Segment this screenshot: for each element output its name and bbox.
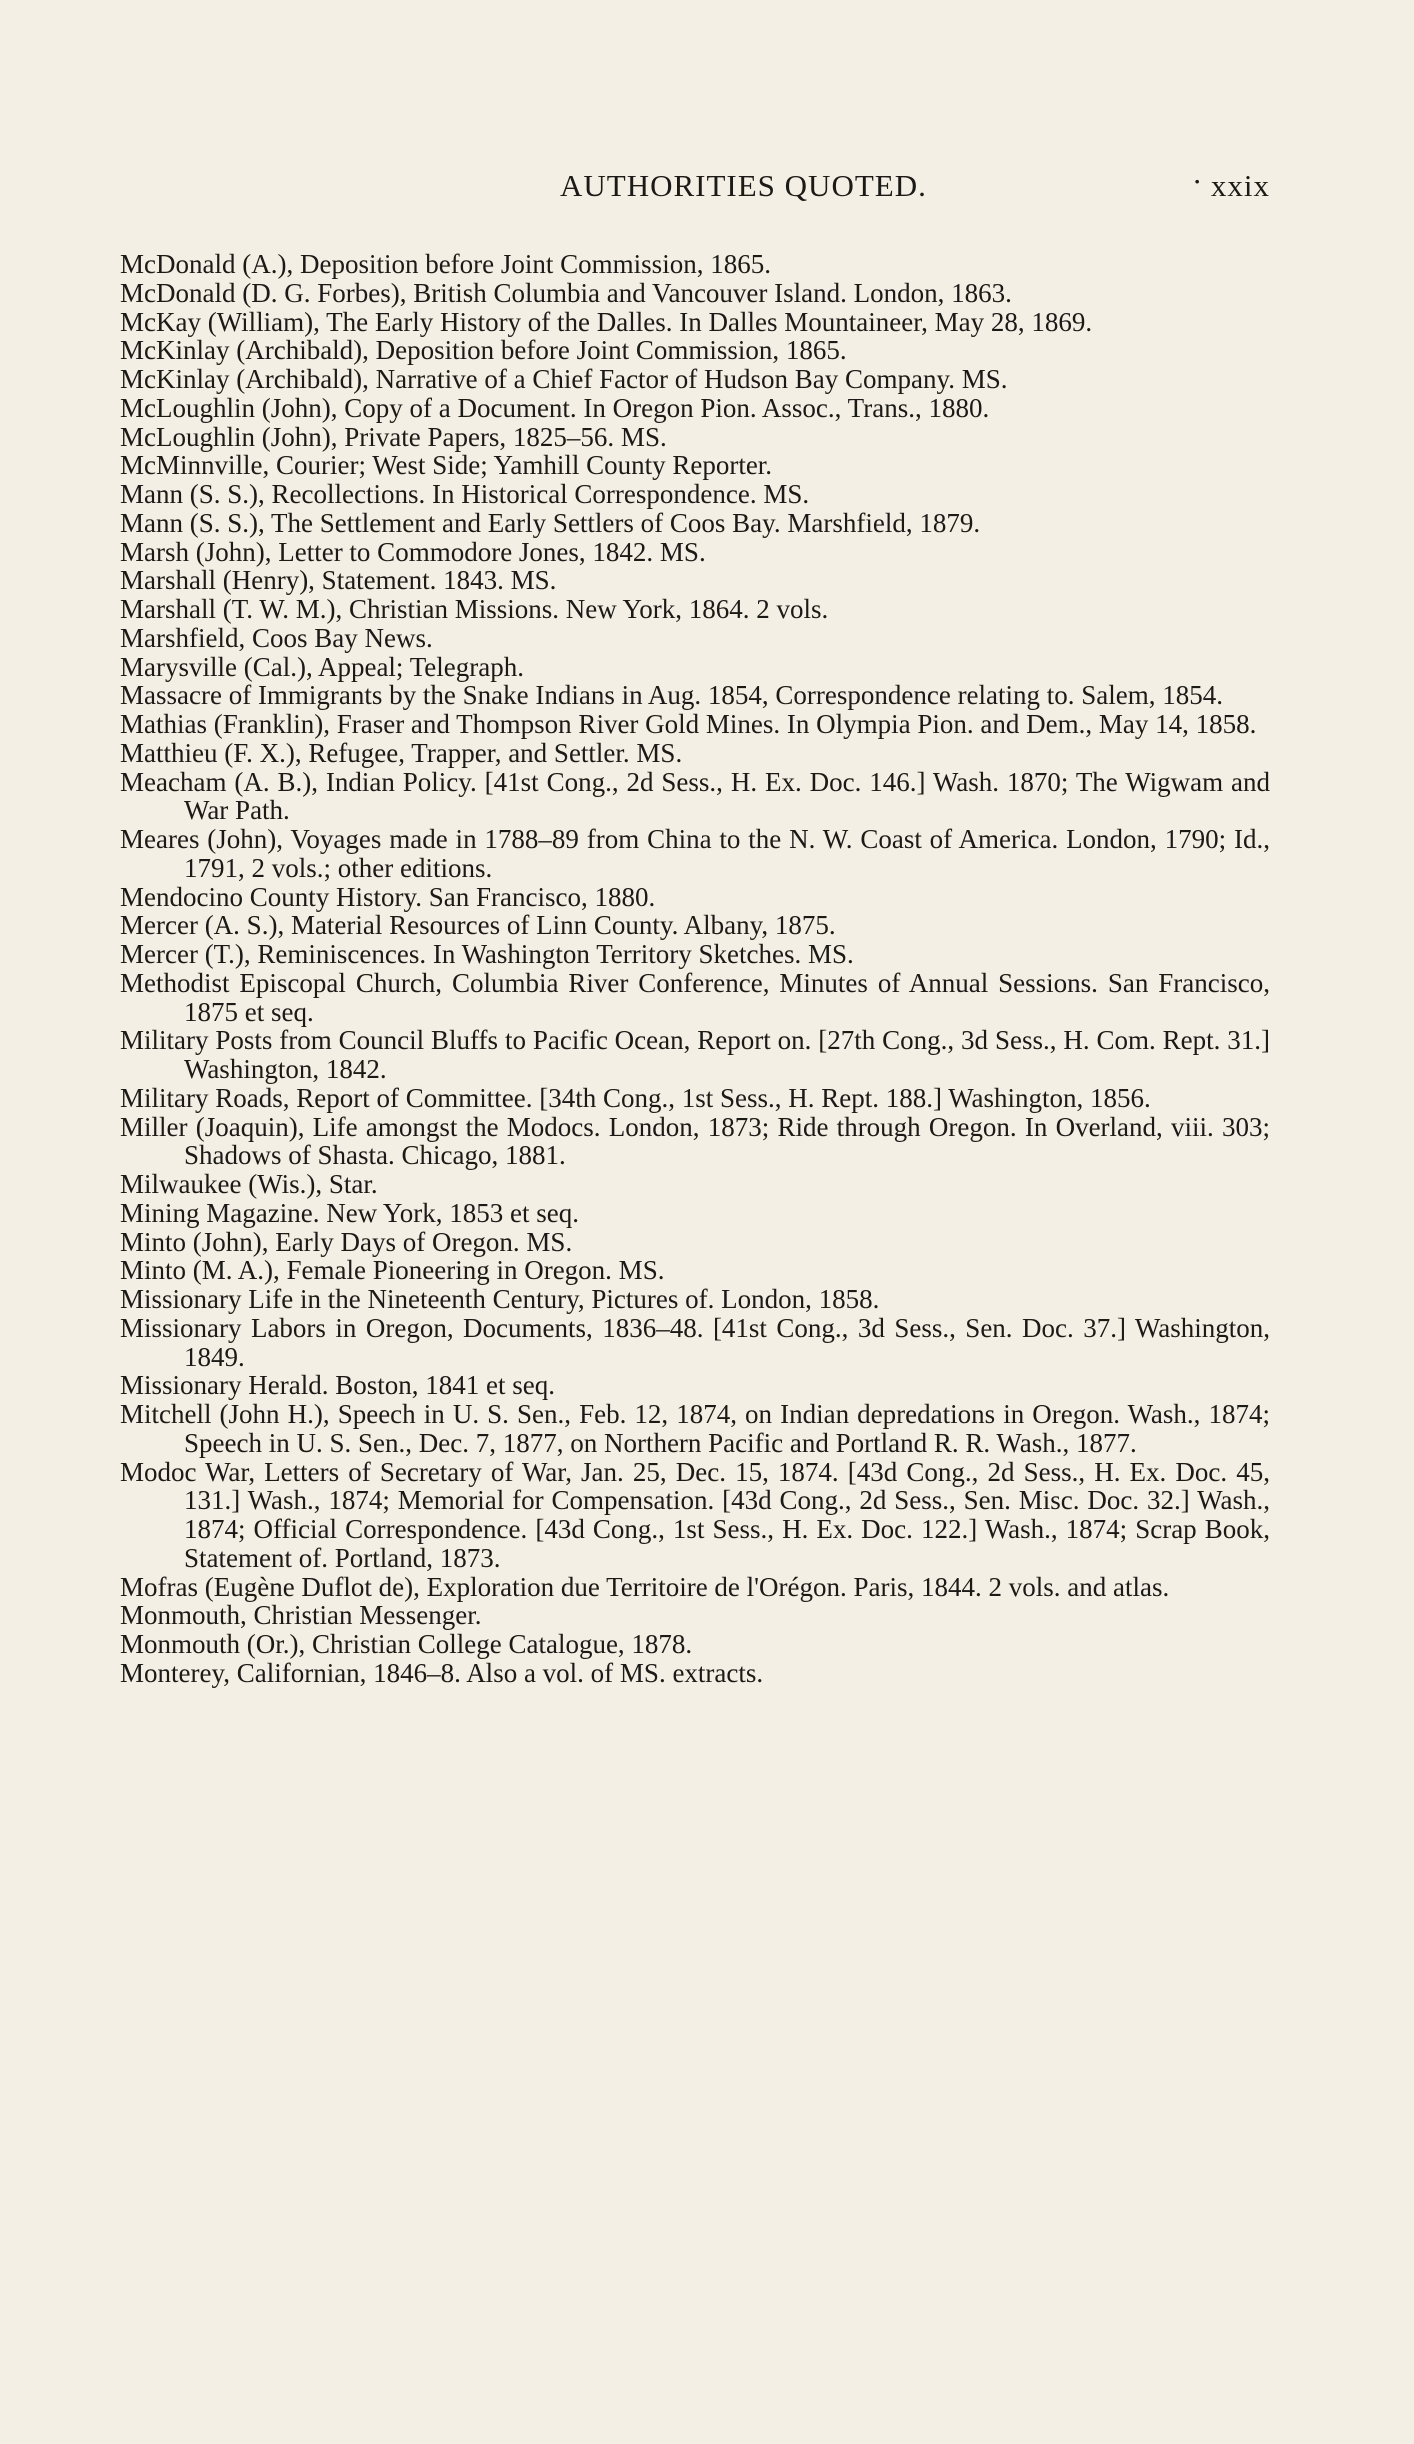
bibliography-entry: Meares (John), Voyages made in 1788–89 from China to the N. W. Coast of America. London, 1790; Id., 1791, 2 vols.; other editions. (120, 824, 1270, 883)
bibliography-entry: Military Roads, Report of Committee. [34th Cong., 1st Sess., H. Rept. 188.] Washington, 1856. (120, 1082, 1151, 1113)
bibliography-entry: McKinlay (Archibald), Narrative of a Chief Factor of Hudson Bay Company. MS. (120, 364, 1008, 394)
bibliography-entry: McKinlay (Archibald), Deposition before Joint Commission, 1865. (120, 335, 847, 366)
bibliography-entry: Methodist Episcopal Church, Columbia River Conference, Minutes of Annual Sessions. San Francisco, 1875 et seq. (120, 967, 1270, 1027)
bibliography-entry: Military Posts from Council Bluffs to Pacific Ocean, Report on. [27th Cong., 3d Sess., H. Com. Rept. 31.] Washington, 1842. (120, 1025, 1270, 1084)
bibliography-entry: Mitchell (John H.), Speech in U. S. Sen., Feb. 12, 1874, on Indian depredations in Oregon. Wash., 1874; Speech in U. S. Sen., Dec. 7, 1877, on Northern Pacific and Portland R. R. Wash., 1877. (120, 1399, 1270, 1458)
bibliography-entry: McLoughlin (John), Private Papers, 1825–56. MS. (120, 421, 667, 452)
bibliography-entry: Milwaukee (Wis.), Star. (120, 1169, 378, 1199)
bibliography-entry: Missionary Life in the Nineteenth Century, Pictures of. London, 1858. (120, 1284, 880, 1314)
bibliography-entry: Minto (M. A.), Female Pioneering in Oregon. MS. (120, 1255, 665, 1286)
bibliography-entry: Monmouth, Christian Messenger. (120, 1600, 482, 1631)
running-head (120, 164, 1270, 208)
bibliography-entry: Marysville (Cal.), Appeal; Telegraph. (120, 651, 524, 682)
bibliography-entry: Mathias (Franklin), Fraser and Thompson River Gold Mines. In Olympia Pion. and Dem., May 14, 1858. (120, 709, 1257, 739)
bibliography-entry: McKay (William), The Early History of the Dalles. In Dalles Mountaineer, May 28, 1869. (120, 306, 1093, 337)
bibliography-entry: Missionary Labors in Oregon, Documents, 1836–48. [41st Cong., 3d Sess., Sen. Doc. 37.] Washington, 1849. (120, 1312, 1270, 1372)
bibliography-entry: McLoughlin (John), Copy of a Document. In Oregon Pion. Assoc., Trans., 1880. (120, 392, 990, 423)
bibliography-entry: Marshfield, Coos Bay News. (120, 622, 433, 653)
bibliography-entry: Mining Magazine. New York, 1853 et seq. (120, 1197, 579, 1228)
bibliography-entry: Marsh (John), Letter to Commodore Jones, 1842. MS. (120, 536, 706, 567)
bibliography-entry: McDonald (A.), Deposition before Joint Commission, 1865. (120, 249, 771, 279)
bibliography-entry: Monmouth (Or.), Christian College Catalogue, 1878. (120, 1629, 693, 1659)
bibliography-entry: Mann (S. S.), Recollections. In Historical Correspondence. MS. (120, 479, 810, 509)
bibliography-entry: Mercer (A. S.), Material Resources of Linn County. Albany, 1875. (120, 910, 836, 941)
bibliography-entry: Miller (Joaquin), Life amongst the Modocs. London, 1873; Ride through Oregon. In Overland, viii. 303; Shadows of Shasta. Chicago, 1881. (120, 1111, 1270, 1171)
bibliography-entry: Mofras (Eugène Duflot de), Exploration due Territoire de l'Orégon. Paris, 1844. 2 vols. and atlas. (120, 1571, 1170, 1602)
page-number: xxix (1210, 168, 1270, 203)
bibliography-entry: Monterey, Californian, 1846–8. Also a vol. of MS. extracts. (120, 1657, 764, 1688)
bibliography-entry: Mercer (T.), Reminiscences. In Washington Territory Sketches. MS. (120, 939, 854, 969)
bibliography-entry: Marshall (Henry), Statement. 1843. MS. (120, 565, 557, 596)
running-head-title: AUTHORITIES QUOTED. (560, 168, 927, 203)
bibliography-entry: McDonald (D. G. Forbes), British Columbia and Vancouver Island. London, 1863. (120, 277, 1012, 308)
bibliography-entry: Matthieu (F. X.), Refugee, Trapper, and Settler. MS. (120, 737, 683, 768)
bibliography-entry: Marshall (T. W. M.), Christian Missions. New York, 1864. 2 vols. (120, 594, 829, 624)
bibliography-entry: Massacre of Immigrants by the Snake Indians in Aug. 1854, Correspondence relating to. Salem, 1854. (120, 680, 1224, 711)
bibliography-list (120, 250, 1270, 1688)
bibliography-entry: Mann (S. S.), The Settlement and Early Settlers of Coos Bay. Marshfield, 1879. (120, 507, 981, 538)
bibliography-entry: Missionary Herald. Boston, 1841 et seq. (120, 1370, 555, 1401)
bibliography-entry: Modoc War, Letters of Secretary of War, Jan. 25, Dec. 15, 1874. [43d Cong., 2d Sess., H. Ex. Doc. 45, 131.] Wash., 1874; Memorial for Compensation. [43d Cong., 2d Sess., Sen. Misc. Doc. 32.] Wash., 1874; Official Correspondence. [43d Cong., 1st Sess., H. Ex. Doc. 122.] Wash., 1874; Scrap Book, Statement of. Portland, 1873. (120, 1456, 1270, 1573)
bibliography-entry: McMinnville, Courier; West Side; Yamhill County Reporter. (120, 450, 773, 481)
bibliography-entry: Minto (John), Early Days of Oregon. MS. (120, 1226, 573, 1257)
bibliography-entry: Meacham (A. B.), Indian Policy. [41st Cong., 2d Sess., H. Ex. Doc. 146.] Wash. 1870; The Wigwam and War Path. (120, 766, 1270, 826)
running-head-separator: · (1192, 164, 1204, 199)
bibliography-entry: Mendocino County History. San Francisco, 1880. (120, 881, 656, 912)
